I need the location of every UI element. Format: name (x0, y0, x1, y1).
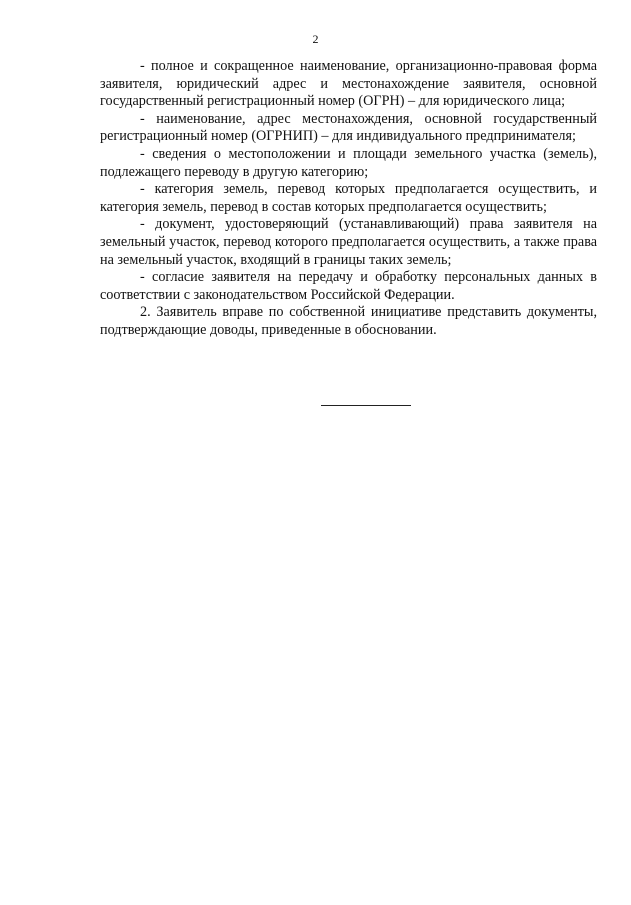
list-item-legal-entity-details: - полное и сокращенное наименование, организационно-правовая форма заявителя, юридический адрес и местонахождение заявителя, основной государственный регистрационный номер (ОГРН) – для юридического лица; (100, 58, 597, 110)
list-item-personal-data-consent: - согласие заявителя на передачу и обработку персональных данных в соответствии с законодательством Российской Федерации. (100, 269, 597, 303)
list-item-title-document: - документ, удостоверяющий (устанавливающий) права заявителя на земельный участок, перевод которого предполагается осуществить, а также права на земельный участок, входящий в границы таких земель; (100, 216, 597, 268)
list-item-land-plot-info: - сведения о местоположении и площади земельного участка (земель), подлежащего переводу в другую категорию; (100, 145, 597, 180)
document-body (100, 58, 597, 340)
end-of-text-rule (321, 405, 411, 406)
page-number: 2 (312, 32, 319, 46)
list-item-land-category: - категория земель, перевод которых предполагается осуществить, и категория земель, перевод в состав которых предполагается осуществить; (100, 181, 597, 215)
numbered-paragraph-2: 2. Заявитель вправе по собственной инициативе представить документы, подтверждающие доводы, приведенные в обосновании. (100, 304, 597, 338)
list-item-entrepreneur-details: - наименование, адрес местонахождения, основной государственный регистрационный номер (ОГРНИП) – для индивидуального предпринимателя; (100, 110, 597, 145)
